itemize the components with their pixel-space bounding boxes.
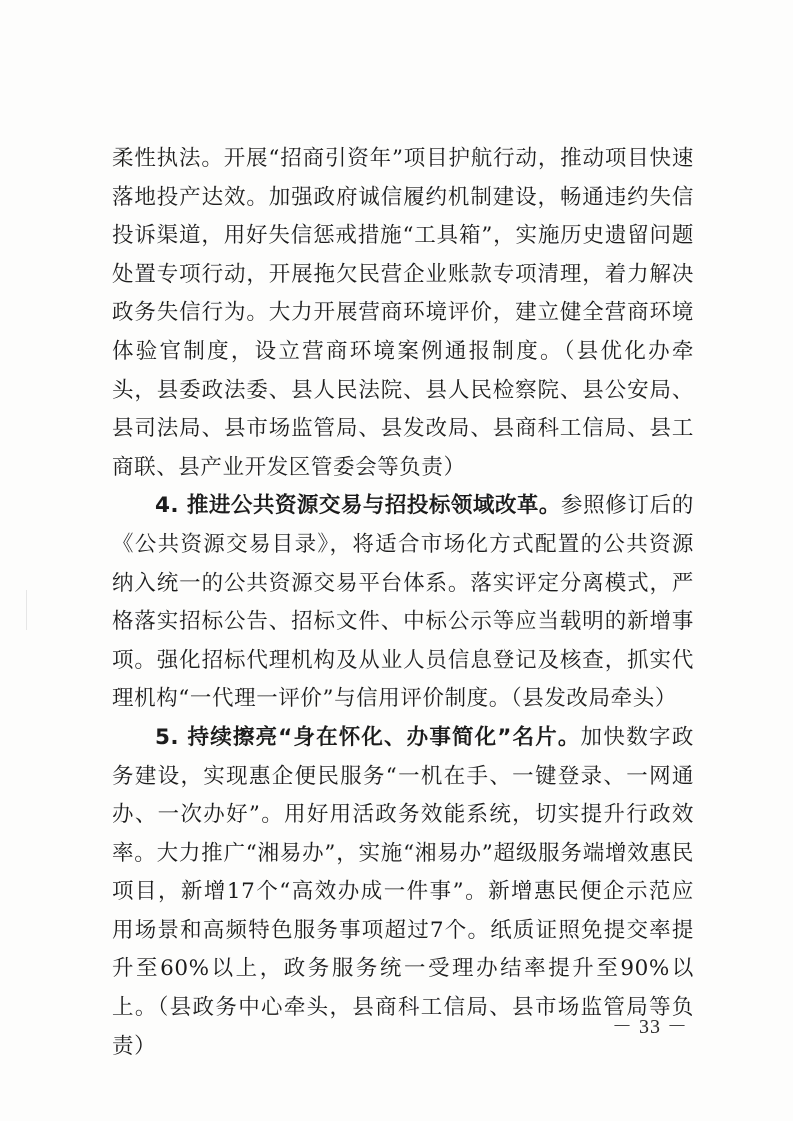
item-4-paragraph — [112, 487, 694, 719]
item-5-body: 加快数字政务建设，实现惠企便民服务“一机在手、一键登录、一网通办、一次办好”。用好用活政务效能系统，切实提升行政效率。大力推广“湘易办”，实施“湘易办”超级服务端增效惠民项目，新增17个“高效办成一件事”。新增惠民便企示范应用场景和高频特色服务事项超过7个。纸质证照免提交率提升至60%以上，政务服务统一受理办结率提升至90%以上。（县政务中心牵头，县商科工信局、县市场监管局等负责） — [112, 724, 694, 1059]
page-number: － 33 － — [612, 1016, 688, 1038]
item-5-paragraph — [112, 719, 694, 1066]
item-4-heading: 4. 推进公共资源交易与招投标领域改革。 — [155, 493, 561, 519]
scan-artifact — [26, 590, 27, 630]
item-4-body: 参照修订后的《公共资源交易目录》，将适合市场化方式配置的公共资源纳入统一的公共资源交易平台体系。落实评定分离模式，严格落实招标公告、招标文件、中标公示等应当载明的新增事项。强化招标代理机构及从业人员信息登记及核查，抓实代理机构“一代理一评价”与信用评价制度。（县发改局牵头） — [112, 493, 694, 712]
paragraph-continued: 柔性执法。开展“招商引资年”项目护航行动，推动项目快速落地投产达效。加强政府诚信履约机制建设，畅通违约失信投诉渠道，用好失信惩戒措施“工具箱”，实施历史遗留问题处置专项行动，开展拖欠民营企业账款专项清理，着力解决政务失信行为。大力开展营商环境评价，建立健全营商环境体验官制度，设立营商环境案例通报制度。（县优化办牵头，县委政法委、县人民法院、县人民检察院、县公安局、县司法局、县市场监管局、县发改局、县商科工信局、县工商联、县产业开发区管委会等负责） — [112, 146, 694, 480]
document-body — [112, 140, 694, 1066]
item-5-heading: 5. 持续擦亮“身在怀化、办事简化”名片。 — [155, 724, 581, 750]
